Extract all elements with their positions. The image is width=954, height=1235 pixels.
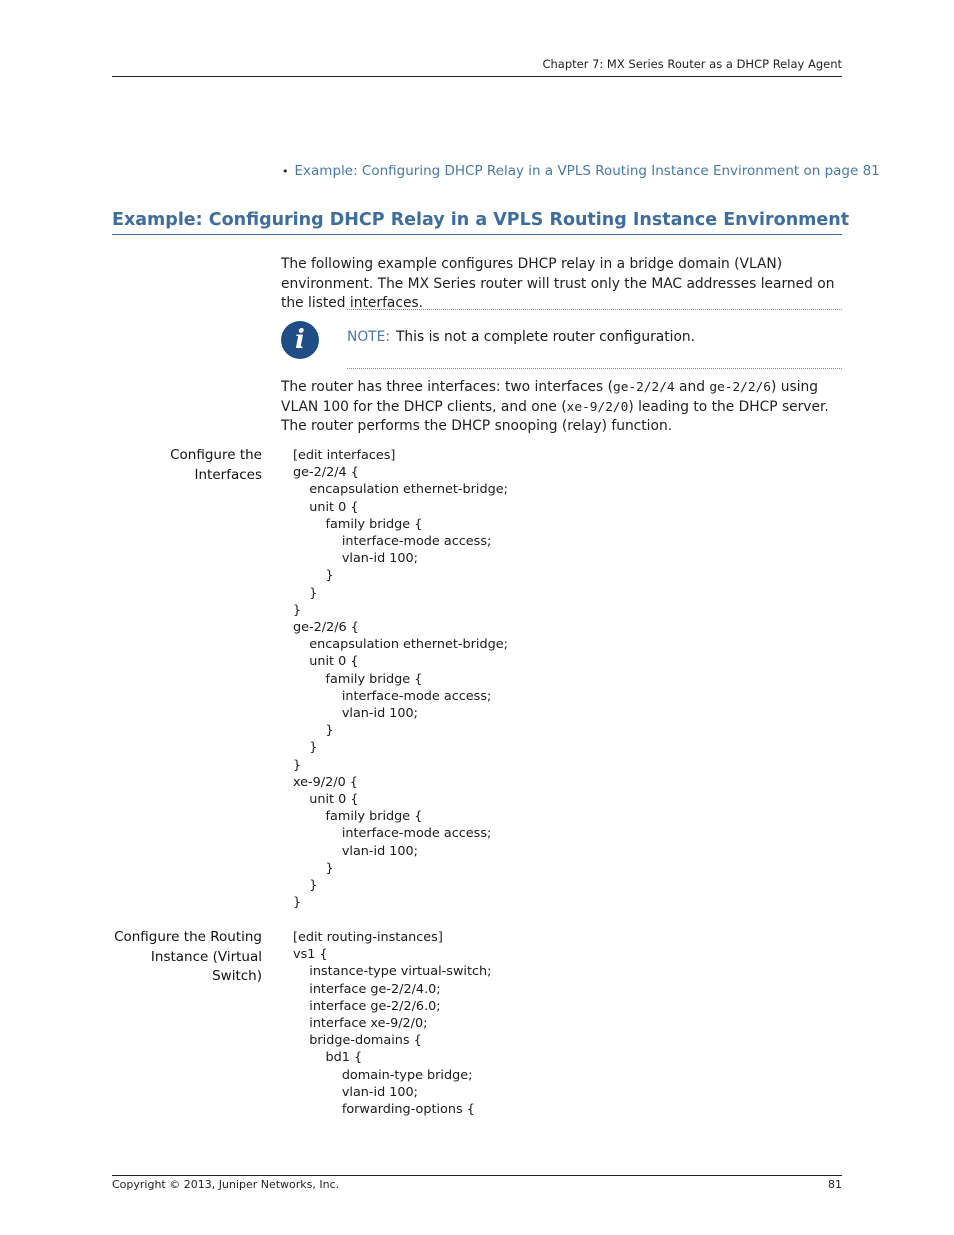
note-label: NOTE:	[347, 329, 390, 345]
step-label-interfaces: Configure the Interfaces	[170, 447, 262, 483]
note-bottom-divider	[347, 368, 842, 369]
note	[347, 329, 695, 345]
step-label-routing-instance: Configure the Routing Instance (Virtual Switch)	[114, 929, 262, 984]
interface-name: ge-2/2/4	[612, 380, 675, 395]
page-number: 81	[828, 1178, 842, 1191]
paragraph-text: The router has three interfaces: two interfaces (	[281, 379, 613, 395]
related-topic-link[interactable]: Example: Configuring DHCP Relay in a VPLS Routing Instance Environment on page 81	[294, 163, 880, 179]
section-title-rule	[112, 234, 842, 235]
related-topic-item	[282, 163, 880, 179]
note-top-divider	[347, 309, 842, 310]
intro-paragraph: The following example configures DHCP relay in a bridge domain (VLAN) environment. The MX Series router will trust only the MAC addresses learned on the listed interfaces.	[281, 256, 835, 311]
footer-rule	[112, 1175, 842, 1176]
topology-paragraph	[281, 378, 842, 437]
routing-instance-config-code: [edit routing-instances] vs1 { instance-type virtual-switch; interface ge-2/2/4.0; interface ge-2/2/6.0; interface xe-9/2/0; bridge-domains { bd1 { domain-type bridge; vlan-id 100; forwarding-options {	[293, 930, 492, 1118]
interface-name: ge-2/2/6	[709, 380, 771, 395]
paragraph-text: ) leading to the DHCP server. The router performs the DHCP snooping (relay) function.	[281, 398, 829, 434]
copyright: Copyright © 2013, Juniper Networks, Inc.	[112, 1178, 340, 1191]
running-header: Chapter 7: MX Series Router as a DHCP Relay Agent	[542, 57, 842, 71]
interface-name: xe-9/2/0	[566, 399, 629, 415]
section-title: Example: Configuring DHCP Relay in a VPLS Routing Instance Environment	[112, 210, 850, 230]
paragraph-text: ) using VLAN 100 for the DHCP clients, and one (	[281, 379, 819, 415]
info-icon: i	[281, 321, 319, 359]
paragraph-text: and	[674, 379, 710, 395]
interfaces-config-code: [edit interfaces] ge-2/2/4 { encapsulation ethernet-bridge; unit 0 { family bridge { interface-mode access; vlan-id 100; } } } ge-2/2/6 { encapsulation ethernet-bridge; unit 0 { family bridge { interface-mode access; vlan-id 100; } } } xe-9/2/0 { unit 0 { family bridge { interface-mode access; vlan-id 100; } } }	[293, 448, 508, 911]
bullet-icon: •	[282, 165, 289, 178]
header-rule	[112, 76, 842, 77]
note-text: This is not a complete router configuration.	[395, 329, 696, 345]
